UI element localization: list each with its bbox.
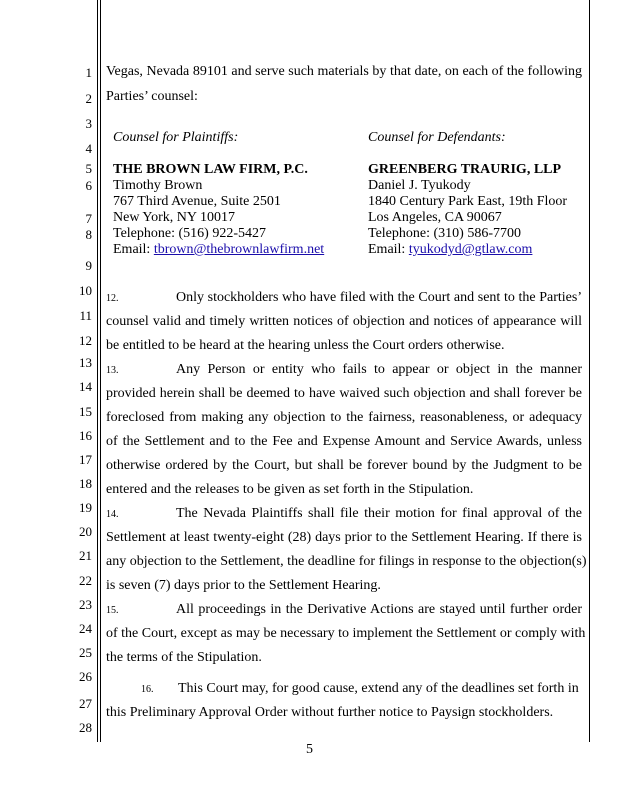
paragraph-line: All proceedings in the Derivative Actions are stayed until further order	[176, 602, 582, 617]
paragraph-first-line	[106, 362, 582, 379]
page-number: 5	[306, 742, 313, 757]
defendants-phone: Telephone: (310) 586-7700	[368, 226, 521, 241]
paragraph-line: any objection to the Settlement, the deadline for filings in response to the objection(s)	[106, 554, 587, 569]
line-number: 2	[85, 91, 92, 106]
line-number: 19	[79, 500, 92, 515]
line-number: 6	[85, 178, 92, 193]
line-number: 21	[79, 548, 92, 563]
line-number: 12	[79, 333, 92, 348]
plaintiffs-address-2: New York, NY 10017	[113, 210, 235, 225]
line-number: 23	[79, 597, 92, 612]
paragraph-line: entered and the releases to be given as set forth in the Stipulation.	[106, 482, 474, 497]
paragraph-line: provided herein shall be deemed to have waived such objection and shall forever be	[106, 386, 582, 401]
paragraph-first-line	[106, 290, 582, 307]
line-number: 9	[85, 258, 92, 273]
line-number: 25	[79, 645, 92, 660]
paragraph-line: of the Court, except as may be necessary to implement the Settlement or comply with	[106, 626, 586, 641]
paragraph-first-line	[106, 506, 582, 523]
plaintiffs-email-line	[113, 242, 324, 258]
line-number: 22	[79, 573, 92, 588]
paragraph-line: of the Settlement and to the Fee and Expense Amount and Service Awards, unless	[106, 434, 582, 449]
defendants-heading: Counsel for Defendants:	[368, 130, 506, 145]
paragraph-line: the terms of the Stipulation.	[106, 650, 262, 665]
defendants-email-line	[368, 242, 532, 258]
paragraph-line: The Nevada Plaintiffs shall file their motion for final approval of the	[176, 506, 582, 521]
line-number: 14	[79, 379, 92, 394]
defendants-attorney: Daniel J. Tyukody	[368, 178, 471, 193]
defendants-address-2: Los Angeles, CA 90067	[368, 210, 502, 225]
paragraph-number: 16.	[141, 684, 154, 695]
paragraph-first-line	[106, 681, 579, 698]
line-number: 5	[85, 161, 92, 176]
plaintiffs-phone: Telephone: (516) 922-5427	[113, 226, 266, 241]
plaintiffs-heading: Counsel for Plaintiffs:	[113, 130, 239, 145]
line-number: 4	[85, 141, 92, 156]
line-number: 8	[85, 227, 92, 242]
right-margin-rule	[589, 0, 590, 742]
line-number: 13	[79, 355, 92, 370]
paragraph-line: this Preliminary Approval Order without further notice to Paysign stockholders.	[106, 705, 554, 720]
plaintiffs-email-link[interactable]: tbrown@thebrownlawfirm.net	[153, 242, 325, 257]
defendants-email-link[interactable]: tyukodyd@gtlaw.com	[408, 242, 533, 257]
intro-line: Vegas, Nevada 89101 and serve such materials by that date, on each of the following	[106, 64, 582, 79]
paragraph-line: Settlement at least twenty-eight (28) days prior to the Settlement Hearing. If there is	[106, 530, 582, 545]
line-number: 3	[85, 116, 92, 131]
intro-line: Parties’ counsel:	[106, 89, 198, 104]
line-number: 7	[85, 211, 92, 226]
left-margin-rule-1	[97, 0, 98, 742]
paragraph-line: foreclosed from making any objection to the fairness, reasonableness, or adequacy	[106, 410, 582, 425]
paragraph-number: 15.	[106, 605, 119, 616]
paragraph-number: 12.	[106, 293, 119, 304]
line-number: 26	[79, 669, 92, 684]
line-number: 11	[79, 308, 92, 323]
paragraph-first-line	[106, 602, 582, 619]
paragraph-line: Only stockholders who have filed with the Court and sent to the Parties’	[176, 290, 582, 305]
plaintiffs-firm: THE BROWN LAW FIRM, P.C.	[113, 162, 308, 177]
plaintiffs-email-label: Email:	[113, 242, 154, 257]
defendants-email-label: Email:	[368, 242, 409, 257]
paragraph-number: 14.	[106, 509, 119, 520]
defendants-address-1: 1840 Century Park East, 19th Floor	[368, 194, 568, 209]
paragraph-line: This Court may, for good cause, extend any of the deadlines set forth in	[178, 681, 579, 696]
line-number: 24	[79, 621, 92, 636]
paragraph-number: 13.	[106, 365, 119, 376]
line-number: 27	[79, 696, 92, 711]
line-number: 17	[79, 452, 92, 467]
line-number: 15	[79, 404, 92, 419]
plaintiffs-attorney: Timothy Brown	[113, 178, 203, 193]
defendants-firm: GREENBERG TRAURIG, LLP	[368, 162, 562, 177]
left-margin-rule-2	[100, 0, 101, 742]
paragraph-line: counsel valid and timely written notices of objection and notices of appearance will	[106, 314, 582, 329]
line-number: 28	[79, 720, 92, 735]
paragraph-line: otherwise ordered by the Court, but shall be forever bound by the Judgment to be	[106, 458, 582, 473]
line-number: 10	[79, 283, 92, 298]
plaintiffs-address-1: 767 Third Avenue, Suite 2501	[113, 194, 281, 209]
line-number: 1	[85, 65, 92, 80]
line-number: 18	[79, 476, 92, 491]
paragraph-line: is seven (7) days prior to the Settlement Hearing.	[106, 578, 381, 593]
line-number: 20	[79, 524, 92, 539]
paragraph-line: be entitled to be heard at the hearing unless the Court orders otherwise.	[106, 338, 505, 353]
line-number: 16	[79, 428, 92, 443]
paragraph-line: Any Person or entity who fails to appear or object in the manner	[176, 362, 582, 377]
